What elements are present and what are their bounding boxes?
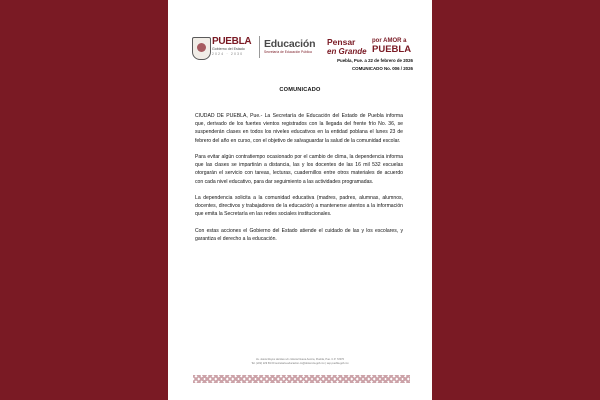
logo-pensar-line2: en Grande <box>327 47 367 56</box>
paragraph: Con estas acciones el Gobierno del Estado atiende el cuidado de las y los escolares, y garantiza el derecho a la educación. <box>195 227 403 242</box>
pensar-en-grande-logo <box>327 38 367 56</box>
logo-puebla-subtitle: Gobierno del Estado <box>212 47 245 51</box>
logo-divider <box>259 36 260 58</box>
date-line: Puebla, Pue. a 22 de febrero de 2026 <box>337 58 413 63</box>
document-meta <box>337 57 413 72</box>
press-release-document <box>168 0 432 400</box>
state-seal-icon <box>192 37 211 60</box>
logo-amor-line2: PUEBLA <box>372 44 412 55</box>
por-amor-a-puebla-logo <box>372 38 416 55</box>
paragraph: CIUDAD DE PUEBLA, Pue.- La Secretaría de Educación del Estado de Puebla informa que, derivado de los fuertes vientos registrados con la llegada del frente frío No. 36, se suspenderán clases en todos los niveles educativos en la entidad poblana el lunes 23 de febrero del año en curso, con el objetivo de salvaguardar la salud de la comunidad escolar. <box>195 113 403 144</box>
footer-address <box>168 358 432 366</box>
puebla-government-logo <box>212 36 256 56</box>
footer-address-line: Av. Jesús Reyes Heroles s/n colonia Nueva Aurora, Puebla, Pue. C.P. 72070 <box>255 358 345 361</box>
document-title: COMUNICADO <box>279 87 321 93</box>
document-body <box>195 112 403 251</box>
logo-puebla-years: 2024 · 2030 <box>212 52 244 56</box>
logo-educacion-title: Educación <box>264 38 316 50</box>
logo-pensar-line1: Pensar <box>327 37 356 47</box>
footer-contact-line: Tel. (222) 229 69 00 secretaria.educacion.cs@docencia.gob.mx | sep.puebla.gob.mx <box>251 362 349 365</box>
paragraph: La dependencia solicita a la comunidad educativa (madres, padres, alumnas, alumnos, docentes, directivos y trabajadores de la educación) a mantenerse atentos a la información que emita la Secretaría en las redes sociales institucionales. <box>195 195 403 218</box>
communique-number: COMUNICADO No. 006 / 2026 <box>352 65 413 71</box>
educacion-logo <box>264 38 324 55</box>
decorative-pattern-band <box>193 375 410 383</box>
logo-puebla-title: PUEBLA <box>212 36 252 47</box>
paragraph: Para evitar algún contratiempo ocasionado por el cambio de clima, la dependencia informa que las clases se impartirán a distancia, las y los docentes de las 16 mil 532 escuelas otorgarán el servicio con tareas, lecturas, cuadernillos entre otros materiales de acuerdo con cada nivel educativo, para dar seguimiento a las actividades programadas. <box>195 154 403 185</box>
logo-educacion-subtitle: Secretaría de Educación Pública <box>264 50 312 54</box>
logo-amor-line1: por AMOR a <box>372 38 407 44</box>
